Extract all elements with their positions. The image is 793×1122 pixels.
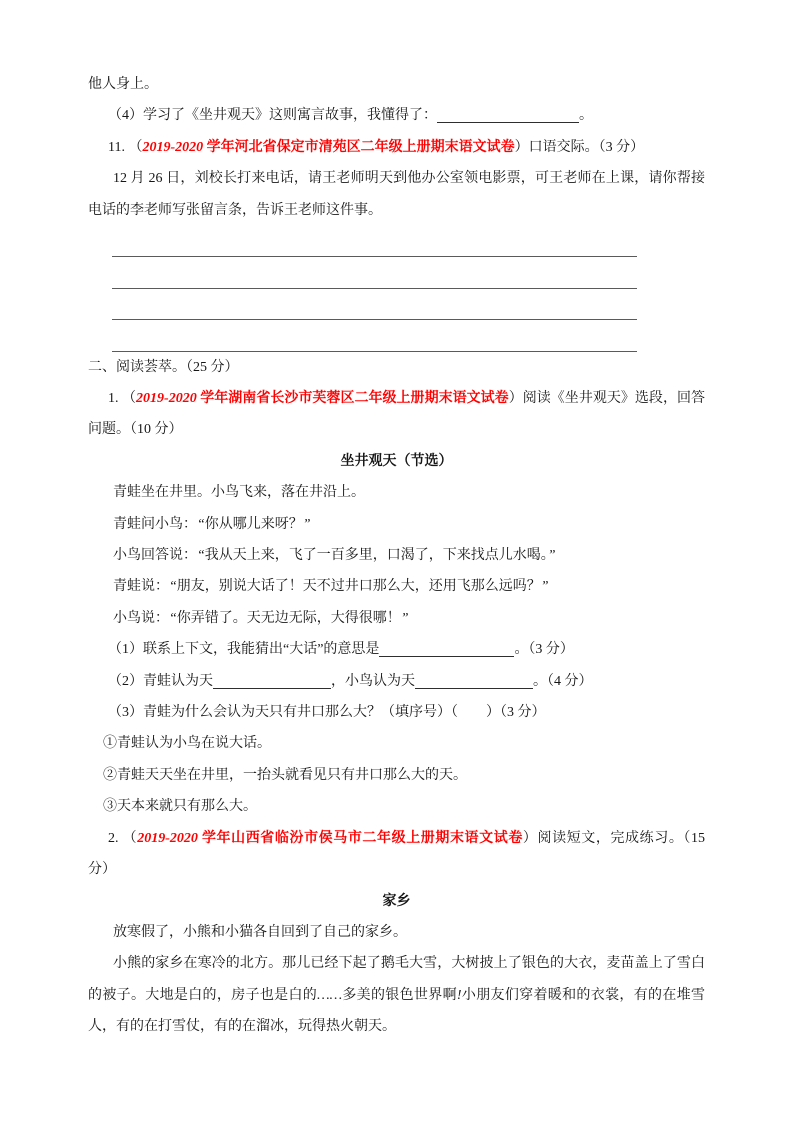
passage-2-paragraph-1: 放寒假了，小熊和小猫各自回到了自己的家乡。 xyxy=(113,924,407,940)
reading-1-header xyxy=(88,383,705,446)
reading-1-option-1: ①青蛙认为小鸟在说大话。 xyxy=(103,736,271,752)
reading-2-exam-source: 2019-2020 学年山西省临汾市侯马市二年级上册期末语文试卷 xyxy=(137,830,523,846)
fill-in-blank[interactable] xyxy=(213,683,331,689)
reading-1-question-1-score: 。（3 分） xyxy=(514,642,574,658)
reading-1-exam-source: 2019-2020 学年湖南省长沙市芙蓉区二年级上册期末语文试卷 xyxy=(136,391,509,406)
reading-1-option-2: ②青蛙天天坐在井里，一抬头就看见只有井口那么大的天。 xyxy=(103,767,467,783)
passage-1-line-1: 青蛙坐在井里。小鸟飞来，落在井沿上。 xyxy=(113,485,365,501)
answer-line-3[interactable] xyxy=(112,289,637,320)
paragraph-continuation: 他人身上。 xyxy=(88,77,158,92)
question-10-item-4-period: 。 xyxy=(579,108,593,124)
answer-line-2[interactable] xyxy=(112,257,637,288)
passage-1-line-5: 小鸟说：“你弄错了。天无边无际，大得很哪！” xyxy=(113,610,409,626)
fill-in-blank[interactable] xyxy=(379,651,514,657)
reading-1-question-2 xyxy=(88,666,705,697)
question-10-item-4-text: （4）学习了《坐井观天》这则寓言故事，我懂得了： xyxy=(108,108,437,124)
passage-2-paragraph-2: 小熊的家乡在寒冷的北方。那儿已经下起了鹅毛大雪，大树披上了银色的大衣，麦苗盖上了雪白的被子。大地是白的，房子也是白的……多美的银色世界啊!小朋友们穿着暖和的衣裳，有的在堆雪人，有的在打雪仗，有的在溜冰，玩得热火朝天。 xyxy=(88,956,705,1035)
reading-1-question-2-part2: ，小鸟认为天 xyxy=(331,673,415,689)
passage-1-title: 坐井观天（节选） xyxy=(340,453,453,469)
reading-1-tail: ）阅读《坐井观天》选段，回答问题。（10 分） xyxy=(88,391,706,438)
question-11-tail: ）口语交际。（3 分） xyxy=(514,139,645,155)
reading-2-tail: ）阅读短文，完成练习。（15 分） xyxy=(88,830,706,878)
answer-lines-block xyxy=(88,226,705,352)
question-11-prompt: 12 月 26 日，刘校长打来电话，请王老师明天到他办公室领电影票，可王老师在上课，请你帮接电话的李老师写张留言条，告诉王老师这件事。 xyxy=(88,171,705,218)
reading-1-number: 1. （ xyxy=(108,391,137,406)
reading-2-number: 2. （ xyxy=(108,830,138,846)
fill-in-blank[interactable] xyxy=(437,117,579,123)
reading-1-option-3: ③天本来就只有那么大。 xyxy=(103,799,257,815)
passage-1-line-4: 青蛙说：“朋友，别说大话了！天不过井口那么大，还用飞那么远吗？” xyxy=(113,579,549,595)
answer-line-1[interactable] xyxy=(112,226,637,257)
reading-1-question-2-score: 。（4 分） xyxy=(533,673,593,689)
question-11-number: 11. （ xyxy=(108,139,143,155)
question-10-item-4 xyxy=(88,100,705,131)
question-11-exam-source: 2019-2020 学年河北省保定市清苑区二年级上册期末语文试卷 xyxy=(142,139,515,155)
reading-2-header xyxy=(88,823,705,886)
reading-1-question-1 xyxy=(88,634,705,665)
reading-1-question-1-text: （1）联系上下文，我能猜出“大话”的意思是 xyxy=(108,642,380,658)
answer-line-4[interactable] xyxy=(112,320,637,351)
passage-2-title: 家乡 xyxy=(382,893,411,909)
passage-1-line-3: 小鸟回答说：“我从天上来，飞了一百多里，口渴了，下来找点儿水喝。” xyxy=(113,548,556,564)
reading-1-question-3: （3）青蛙为什么会认为天只有井口那么大？（填序号）（ ）（3 分） xyxy=(108,705,546,721)
fill-in-blank[interactable] xyxy=(415,683,533,689)
question-11-header xyxy=(88,132,705,163)
section-2-header: 二、阅读荟萃。（25 分） xyxy=(88,359,239,375)
passage-1-line-2: 青蛙问小鸟：“你从哪儿来呀？” xyxy=(113,516,311,532)
reading-1-question-2-part1: （2）青蛙认为天 xyxy=(108,673,213,689)
